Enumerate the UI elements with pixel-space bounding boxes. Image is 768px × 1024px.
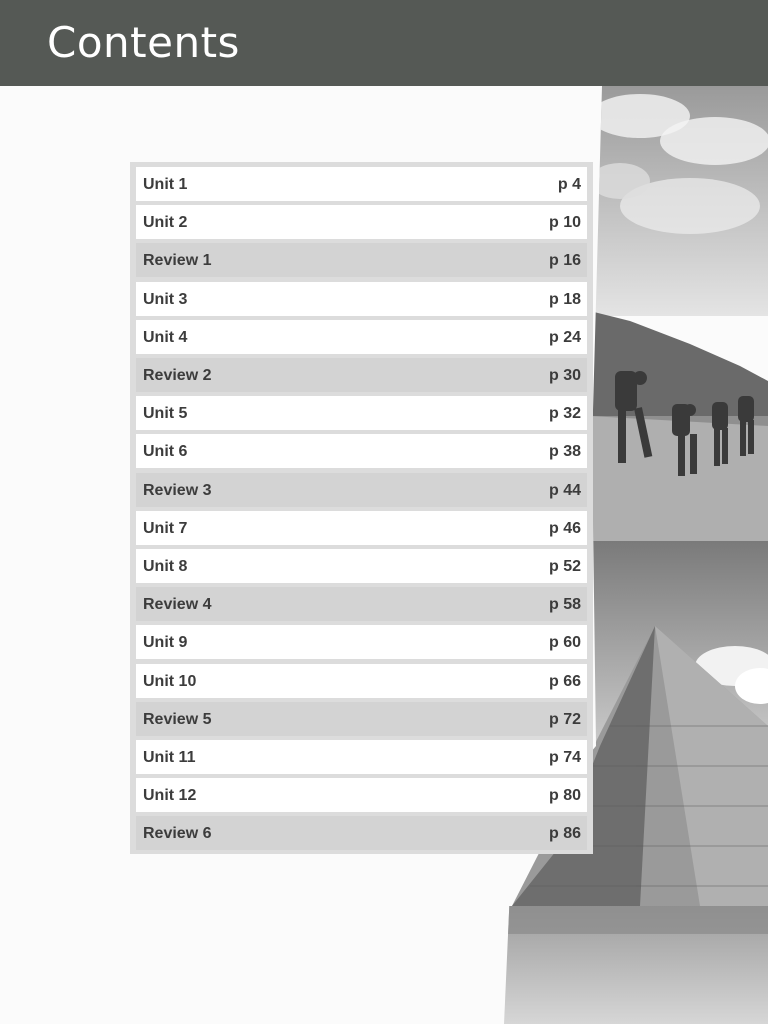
contents-row-page: p 60 xyxy=(548,634,581,651)
contents-row-label: Unit 5 xyxy=(143,405,188,422)
contents-row-page: p 80 xyxy=(548,787,581,804)
contents-row-unit-11 xyxy=(136,740,587,774)
contents-row-page: p 16 xyxy=(548,252,581,269)
contents-row-label: Review 4 xyxy=(143,596,212,613)
contents-row-label: Unit 6 xyxy=(143,443,188,460)
contents-row-unit-6 xyxy=(136,434,587,468)
contents-row-page: p 66 xyxy=(548,673,581,690)
contents-row-page: p 32 xyxy=(548,405,581,422)
contents-row-review-3 xyxy=(136,473,587,507)
contents-row-review-2 xyxy=(136,358,587,392)
contents-row-page: p 74 xyxy=(548,749,581,766)
contents-row-unit-5 xyxy=(136,396,587,430)
contents-row-label: Unit 10 xyxy=(143,673,197,690)
contents-row-unit-3 xyxy=(136,282,587,316)
contents-row-page: p 86 xyxy=(548,825,581,842)
contents-row-review-5 xyxy=(136,702,587,736)
contents-row-page: p 10 xyxy=(548,214,581,231)
contents-row-page: p 30 xyxy=(548,367,581,384)
contents-row-page: p 44 xyxy=(548,482,581,499)
contents-row-unit-7 xyxy=(136,511,587,545)
contents-row-page: p 46 xyxy=(548,520,581,537)
contents-row-unit-12 xyxy=(136,778,587,812)
page-title: Contents xyxy=(47,18,240,67)
contents-row-page: p 24 xyxy=(548,329,581,346)
contents-row-label: Unit 9 xyxy=(143,634,188,651)
contents-row-label: Unit 8 xyxy=(143,558,188,575)
contents-row-review-6 xyxy=(136,816,587,850)
contents-row-label: Unit 3 xyxy=(143,291,188,308)
contents-row-review-1 xyxy=(136,243,587,277)
contents-row-unit-4 xyxy=(136,320,587,354)
contents-row-label: Unit 12 xyxy=(143,787,197,804)
contents-row-unit-10 xyxy=(136,664,587,698)
contents-row-unit-8 xyxy=(136,549,587,583)
contents-row-unit-1 xyxy=(136,167,587,201)
contents-row-page: p 52 xyxy=(548,558,581,575)
contents-row-unit-9 xyxy=(136,625,587,659)
contents-row-page: p 18 xyxy=(548,291,581,308)
contents-row-label: Unit 11 xyxy=(143,749,196,766)
contents-row-page: p 4 xyxy=(557,176,581,193)
contents-row-page: p 72 xyxy=(548,711,581,728)
contents-row-label: Review 1 xyxy=(143,252,212,269)
contents-row-label: Review 2 xyxy=(143,367,212,384)
contents-row-label: Review 6 xyxy=(143,825,212,842)
contents-row-label: Unit 1 xyxy=(143,176,188,193)
contents-row-page: p 58 xyxy=(548,596,581,613)
contents-row-label: Unit 4 xyxy=(143,329,188,346)
contents-row-unit-2 xyxy=(136,205,587,239)
contents-row-label: Unit 7 xyxy=(143,520,188,537)
contents-row-page: p 38 xyxy=(548,443,581,460)
contents-row-review-4 xyxy=(136,587,587,621)
header-bar xyxy=(0,0,768,86)
contents-row-label: Review 3 xyxy=(143,482,212,499)
contents-row-label: Review 5 xyxy=(143,711,212,728)
contents-row-label: Unit 2 xyxy=(143,214,188,231)
